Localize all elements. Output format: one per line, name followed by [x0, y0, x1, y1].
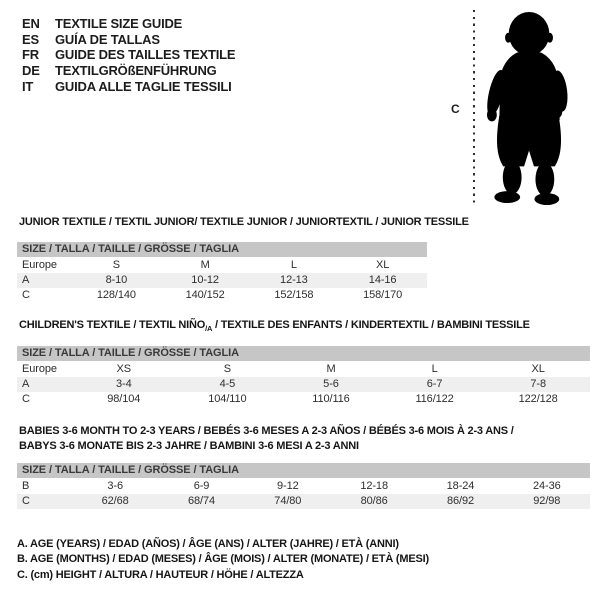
cell: 10-12 [191, 274, 219, 286]
row-label: C [22, 289, 30, 301]
title-text: CHILDREN'S TEXTILE / TEXTIL NIÑO [19, 319, 206, 331]
title-subscript: /A [205, 324, 213, 334]
cell: 86/92 [446, 495, 474, 507]
legend-footnotes [17, 537, 429, 583]
language-row-es [22, 32, 235, 48]
cell: 80/86 [360, 495, 388, 507]
height-measure-label: C [451, 102, 460, 116]
language-label: TEXTILGRÖßENFÜHRUNG [55, 63, 217, 79]
cell: 6-9 [193, 480, 210, 492]
section-title-junior: JUNIOR TEXTILE / TEXTIL JUNIOR/ TEXTILE JUNIOR / JUNIORTEXTIL / JUNIOR TESSILE [19, 216, 469, 228]
cell: 12-13 [280, 274, 308, 286]
cell: 98/104 [107, 393, 141, 405]
cell: 7-8 [530, 378, 546, 390]
cell: 140/152 [185, 289, 225, 301]
cell: 104/110 [208, 393, 247, 405]
cell: 128/140 [96, 289, 136, 301]
cell: 12-18 [360, 480, 388, 492]
language-list [22, 16, 235, 95]
table-row-height [17, 392, 590, 407]
language-code: EN [22, 16, 40, 31]
table-header-size: SIZE / TALLA / TAILLE / GRÖSSE / TAGLIA [17, 463, 590, 478]
table-row-months [17, 479, 590, 494]
babies-size-table [17, 463, 590, 509]
row-label: A [22, 274, 30, 286]
table-row-height [17, 288, 427, 303]
row-label: B [22, 480, 30, 492]
cell: M [326, 363, 336, 375]
cell: 74/80 [274, 495, 302, 507]
table-row-height [17, 494, 590, 509]
children-size-table [17, 346, 590, 407]
row-label: C [22, 393, 30, 405]
section-title-children [19, 319, 530, 333]
language-label: TEXTILE SIZE GUIDE [55, 16, 183, 31]
language-row-fr [22, 47, 235, 63]
language-row-en [22, 16, 235, 32]
junior-size-table [17, 242, 427, 303]
table-header-size: SIZE / TALLA / TAILLE / GRÖSSE / TAGLIA [17, 242, 427, 257]
cell: 6-7 [426, 378, 443, 390]
language-label: GUIDE DES TAILLES TEXTILE [55, 47, 236, 63]
language-code: FR [22, 47, 39, 63]
cell: 92/98 [533, 495, 561, 507]
cell: 116/122 [415, 393, 454, 405]
cell: 68/74 [187, 495, 215, 507]
cell: L [431, 363, 438, 375]
cell: 24-36 [532, 480, 561, 492]
baby-silhouette-icon [486, 9, 576, 207]
cell: 158/170 [363, 289, 403, 301]
cell: S [223, 363, 232, 375]
language-row-de [22, 63, 235, 79]
language-row-it [22, 79, 235, 95]
row-label: A [22, 378, 30, 390]
cell: L [290, 259, 297, 271]
cell: XL [375, 259, 390, 271]
language-label: GUIDA ALLE TAGLIE TESSILI [55, 78, 232, 94]
cell: 62/68 [101, 495, 129, 507]
cell: XS [116, 363, 132, 375]
language-code: DE [22, 63, 40, 79]
table-header-size: SIZE / TALLA / TAILLE / GRÖSSE / TAGLIA [17, 346, 590, 361]
section-title-babies-line1: BABIES 3-6 MONTH TO 2-3 YEARS / BEBÉS 3-6 MESES A 2-3 AÑOS / BÉBÉS 3-6 MOIS À 2-3 ANS / [19, 425, 514, 437]
cell: 5-6 [323, 378, 339, 390]
footnote-b: B. AGE (MONTHS) / EDAD (MESES) / ÂGE (MOIS) / ALTER (MONATE) / ETÀ (MESI) [17, 553, 429, 566]
table-row-age [17, 377, 590, 392]
height-measure-dotted-line [473, 10, 475, 207]
cell: XL [531, 363, 545, 375]
cell: 14-16 [368, 274, 397, 286]
cell: 4-5 [219, 378, 236, 390]
cell: 110/116 [312, 393, 350, 405]
footnote-a: A. AGE (YEARS) / EDAD (AÑOS) / ÂGE (ANS) / ALTER (JAHRE) / ETÀ (ANNI) [17, 538, 399, 550]
title-text: / TEXTILE DES ENFANTS / KINDERTEXTIL / BAMBINI TESSILE [212, 319, 530, 331]
language-code: ES [22, 31, 39, 47]
language-label: GUÍA DE TALLAS [55, 31, 160, 47]
row-label: Europe [22, 259, 57, 271]
cell: 122/128 [518, 393, 558, 405]
section-title-babies-line2: BABYS 3-6 MONATE BIS 2-3 JAHRE / BAMBINI 3-6 MESI A 2-3 ANNI [19, 440, 359, 452]
cell: 9-12 [277, 480, 299, 492]
cell: 152/158 [274, 289, 314, 301]
table-row-age [17, 273, 427, 288]
footnote-c: C. (cm) HEIGHT / ALTURA / HAUTEUR / HÖHE / ALTEZZA [17, 568, 304, 581]
cell: M [200, 259, 210, 271]
row-label: C [22, 495, 30, 507]
cell: 18-24 [446, 480, 475, 492]
cell: S [112, 259, 120, 271]
table-row-europe [17, 258, 427, 273]
cell: 8-10 [105, 274, 128, 286]
row-label: Europe [22, 363, 57, 375]
table-row-europe [17, 362, 590, 377]
cell: 3-6 [107, 480, 123, 492]
cell: 3-4 [115, 378, 132, 390]
language-code: IT [22, 78, 34, 94]
